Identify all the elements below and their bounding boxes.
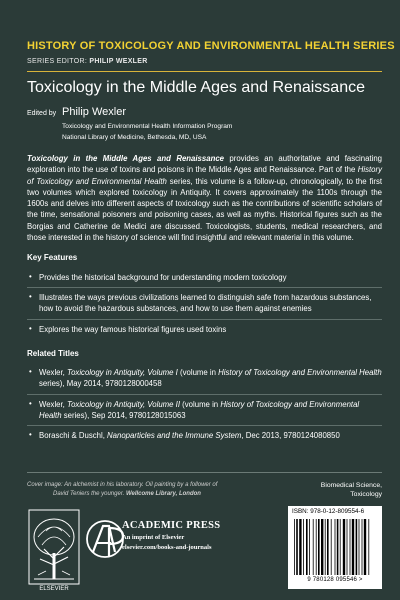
footer-divider	[27, 472, 382, 473]
main-content	[27, 153, 382, 446]
description-part-2: series, this volume is a follow-up, chronologically, to the first two volumes which explored toxicology in Antiquity. It covers approximately the 1100s through the 1600s and delves into different aspects of toxicology such as the contributions of scientific scholars of the time, sensational poisoners and poisoning cases, as well as myths. Historical figures such as the Borgias and Catherine de Medici are discussed. Toxicologists, students, medical researchers, and those interested in the history of science will find insightful and relevant material in this volume.	[27, 176, 383, 243]
related-titles-list	[27, 363, 382, 445]
edited-by-label: Edited by	[27, 110, 57, 117]
description-title: Toxicology in the Middle Ages and Renaissance	[27, 154, 224, 163]
publisher-url[interactable]: elsevier.com/books-and-journals	[122, 544, 212, 551]
series-editor-name: PHILIP WEXLER	[89, 58, 148, 65]
key-feature-item: • Illustrates the ways previous civilizations learned to distinguish safe from hazardous substances, how to avoid the hazardous substances, and how to use them against enemies	[27, 287, 382, 319]
bullet-icon: •	[29, 323, 32, 333]
description-series: History of Toxicology and Environmental Health	[27, 165, 382, 186]
header-divider	[27, 71, 382, 72]
key-features-heading: Key Features	[27, 253, 78, 263]
book-title: Toxicology in the Middle Ages and Renaissance	[27, 79, 365, 96]
barcode-box	[288, 506, 382, 589]
key-feature-item: • Provides the historical background for understanding modern toxicology	[29, 271, 287, 282]
subject-category: Biomedical Science, Toxicology	[320, 482, 382, 498]
affiliation-line-1: Toxicology and Environmental Health Information Program	[62, 123, 233, 130]
series-editor-label: SERIES EDITOR:	[27, 58, 88, 65]
key-feature-item: • Explores the way famous historical figures used toxins	[27, 319, 382, 339]
related-title-item: • Boraschi & Duschl, Nanoparticles and the Immune System, Dec 2013, 9780124080850	[27, 425, 382, 445]
series-title: HISTORY OF TOXICOLOGY AND ENVIRONMENTAL HEALTH SERIES	[27, 40, 395, 52]
series-editor	[27, 58, 148, 65]
bullet-icon: •	[29, 291, 32, 301]
related-title-item: • Wexler, Toxicology in Antiquity, Volume I (volume in History of Toxicology and Environmental Health series), May 2014, 9780128000458	[29, 367, 382, 389]
related-title-item: • Wexler, Toxicology in Antiquity, Volume II (volume in History of Toxicology and Environmental Health series), Sep 2014, 9780128015063	[27, 394, 382, 426]
elsevier-wordmark: ELSEVIER	[39, 586, 69, 592]
bullet-icon: •	[29, 398, 32, 408]
affiliation-line-2: National Library of Medicine, Bethesda, MD, USA	[62, 133, 207, 141]
editor-affiliation	[62, 122, 232, 143]
bullet-icon: •	[29, 367, 32, 377]
isbn-label: ISBN: 978-0-12-809554-6	[292, 508, 365, 515]
elsevier-tree-logo	[28, 509, 80, 585]
bullet-icon: •	[29, 430, 32, 440]
bullet-icon: •	[29, 271, 32, 281]
academic-press-name: ACADEMIC PRESS	[122, 520, 221, 531]
barcode-icon	[292, 519, 378, 575]
related-titles-heading: Related Titles	[27, 348, 79, 358]
imprint-of: An imprint of Elsevier	[122, 534, 185, 541]
description-part-1: provides an authoritative and fascinating exploration into the use of toxins and poisons in the Middle Ages and Renaissance. Part of the	[27, 154, 382, 175]
barcode-number: 9 780128 095546 >	[307, 577, 363, 583]
cover-image-credit: Cover image: An alchemist in his laboratory. Oil painting by a follower of David Teniers the younger. Wellcome Library, London	[27, 482, 218, 497]
editor-name: Philip Wexler	[62, 106, 126, 118]
key-features-list	[27, 268, 382, 339]
book-description	[27, 153, 382, 243]
